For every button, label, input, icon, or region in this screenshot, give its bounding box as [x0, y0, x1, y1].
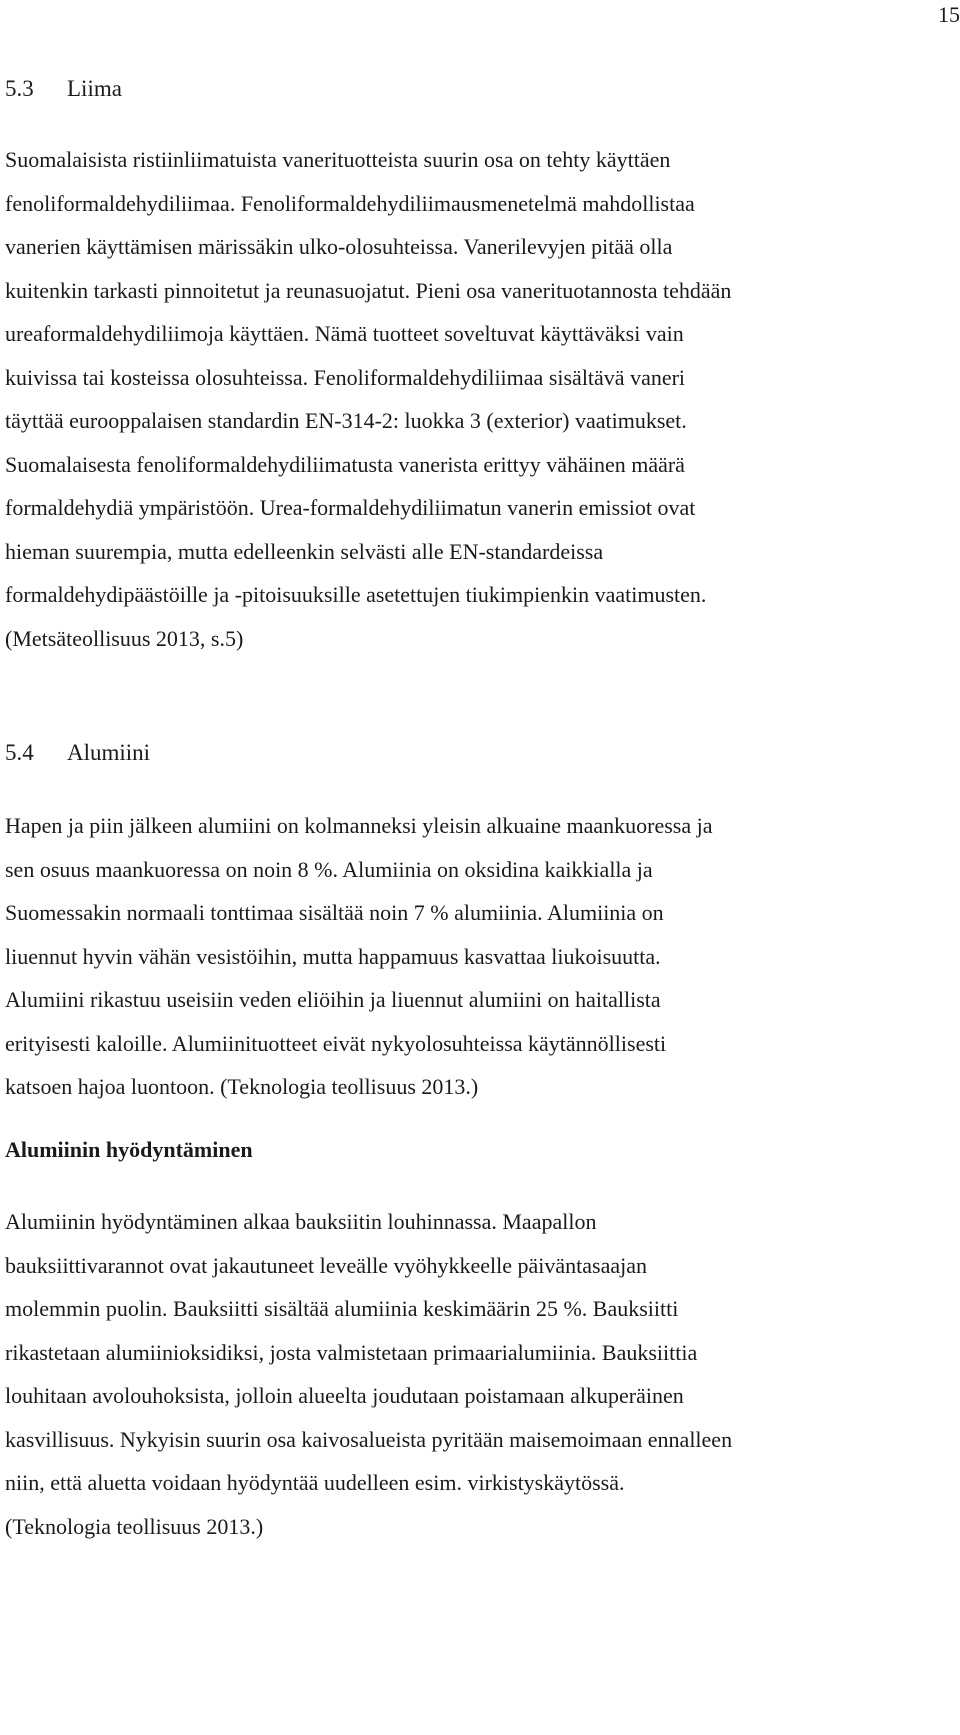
text-line: kuivissa tai kosteissa olosuhteissa. Fenoliformaldehydiliimaa sisältävä vaneri	[5, 364, 686, 390]
text-line: (Metsäteollisuus 2013, s.5)	[5, 625, 244, 651]
subheading-alumiinin-hyodyntaminen: Alumiinin hyödyntäminen	[5, 1137, 253, 1162]
text-line: Hapen ja piin jälkeen alumiini on kolmanneksi yleisin alkuaine maankuoressa ja	[5, 813, 713, 838]
section-number: 5.3	[5, 76, 34, 101]
text-line: Alumiinin hyödyntäminen alkaa bauksiitin louhinnassa. Maapallon	[5, 1209, 597, 1234]
section-title: Liima	[67, 76, 122, 101]
text-line: formaldehydiä ympäristöön. Urea-formaldehydiliimatun vanerin emissiot ovat	[5, 495, 696, 520]
section-number: 5.4	[5, 740, 34, 765]
text-line: Suomalaisesta fenoliformaldehydiliimatusta vanerista erittyy vähäinen määrä	[5, 451, 685, 477]
text-line: Suomessakin normaali tonttimaa sisältää noin 7 % alumiinia. Alumiinia on	[5, 900, 664, 925]
section-heading-alumiini	[5, 740, 150, 766]
text-line: (Teknologia teollisuus 2013.)	[5, 1513, 264, 1539]
text-line: vanerien käyttämisen märissäkin ulko-olosuhteissa. Vanerilevyjen pitää olla	[5, 234, 673, 259]
page-number: 15	[938, 2, 960, 27]
text-line: Alumiini rikastuu useisiin veden eliöihin ja liuennut alumiini on haitallista	[5, 987, 661, 1012]
text-line: molemmin puolin. Bauksiitti sisältää alumiinia keskimäärin 25 %. Bauksiitti	[5, 1296, 679, 1321]
text-line: kuitenkin tarkasti pinnoitetut ja reunasuojatut. Pieni osa vanerituotannosta tehdään	[5, 277, 732, 303]
text-line: ureaformaldehydiliimoja käyttäen. Nämä tuotteet soveltuvat käyttäväksi vain	[5, 321, 684, 346]
section-heading-liima	[5, 76, 122, 102]
text-line: niin, että aluetta voidaan hyödyntää uudelleen esim. virkistyskäytössä.	[5, 1470, 625, 1495]
text-line: liuennut hyvin vähän vesistöihin, mutta happamuus kasvattaa liukoisuutta.	[5, 943, 661, 969]
paragraph-liima	[5, 138, 955, 660]
text-line: rikastetaan alumiinioksidiksi, josta valmistetaan primaarialumiinia. Bauksiittia	[5, 1339, 698, 1365]
text-line: Suomalaisista ristiinliimatuista vanerituotteista suurin osa on tehty käyttäen	[5, 147, 671, 172]
paragraph-alumiini	[5, 804, 955, 1109]
text-line: fenoliformaldehydiliimaa. Fenoliformaldehydiliimausmenetelmä mahdollistaa	[5, 190, 695, 216]
paragraph-hyodyntaminen	[5, 1200, 955, 1548]
section-title: Alumiini	[67, 740, 151, 765]
text-line: kasvillisuus. Nykyisin suurin osa kaivosalueista pyritään maisemoimaan ennalleen	[5, 1426, 733, 1452]
text-line: louhitaan avolouhoksista, jolloin alueelta joudutaan poistamaan alkuperäinen	[5, 1383, 684, 1408]
text-line: erityisesti kaloille. Alumiinituotteet eivät nykyolosuhteissa käytännöllisesti	[5, 1030, 667, 1056]
text-line: formaldehydipäästöille ja -pitoisuuksille asetettujen tiukimpienkin vaatimusten.	[5, 582, 707, 607]
text-line: sen osuus maankuoressa on noin 8 %. Alumiinia on oksidina kaikkialla ja	[5, 856, 653, 882]
text-line: katsoen hajoa luontoon. (Teknologia teollisuus 2013.)	[5, 1074, 479, 1099]
text-line: hieman suurempia, mutta edelleenkin selvästi alle EN-standardeissa	[5, 538, 604, 564]
text-line: täyttää eurooppalaisen standardin EN-314-2: luokka 3 (exterior) vaatimukset.	[5, 408, 687, 433]
text-line: bauksiittivarannot ovat jakautuneet leveälle vyöhykkeelle päiväntasaajan	[5, 1252, 648, 1278]
